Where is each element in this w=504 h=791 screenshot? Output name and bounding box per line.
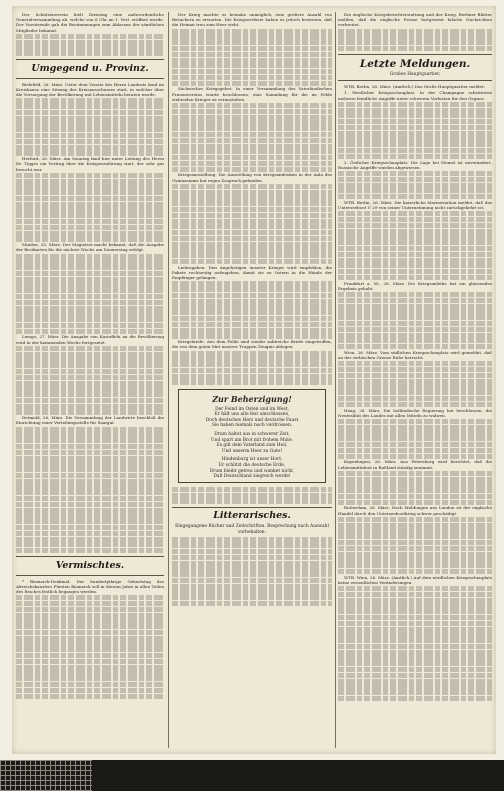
- text-block: [338, 361, 492, 407]
- poem-line: Drum haltet aus in schwerer Zeit,: [214, 432, 290, 438]
- article-text: Der Schützenverein hielt Dienstag eine außerordentliche Generalversammlung ab, welche von 8 Uhr an 1. Verl. eröffnet wurde. Der Vorsitzende gab die Bestimmungen zum Ablassen der sämtlichen Mitglieder bekannt.: [16, 12, 164, 33]
- text-block: [338, 586, 492, 701]
- poem-line: Und unserm Heer zu Gute!: [221, 448, 283, 454]
- news-item: WTB. Berlin, 26. März. (Amtlich.) Das Große Hauptquartier meldet:: [344, 84, 485, 90]
- column-rule: [335, 12, 336, 748]
- news-item: Rotterdam, 26. März. Nach Meldungen aus London ist der englische Handel durch den Unterseebootkrieg schwer geschädigt.: [338, 505, 492, 516]
- poem-line: Er schützt die deutsche Erde,: [218, 463, 286, 469]
- text-block: [172, 537, 332, 606]
- article-paragraph: Herford, 26. März. Am Sonntag fand hier unter Leitung des Herrn Dr. Tigges ein Vortrag über die Kriegsernährung statt, der sehr gut besucht war.: [16, 156, 164, 172]
- section-heading: Umgegend u. Provinz.: [31, 63, 149, 75]
- news-item: Frankfurt a. M., 26. März. Die Kriegsanleihe hat ein glänzendes Ergebnis gehabt.: [338, 280, 492, 291]
- text-block: [338, 29, 492, 52]
- article-paragraph: Lemgo, 27. März. Die Ausgabe von Kartoffeln an die Bevölkerung wird in der kommenden Woche fortgesetzt.: [16, 334, 164, 345]
- news-item: 2. Östlicher Kriegsschauplatz. Die Lage bei Memel ist unverändert. Russische Angriffe wurden abgewiesen.: [338, 159, 492, 170]
- article-paragraph: Minden, 25. März. Der Magistrat macht bekannt, daß die Ausgabe der Brotkarten für die nächste Woche am Donnerstag erfolgt.: [16, 242, 164, 253]
- divider: [16, 59, 164, 60]
- text-block: [338, 471, 492, 505]
- news-item: Wien, 26. März. Vom südlichen Kriegsschauplatz wird gemeldet, daß an der serbischen Grenze Ruhe herrscht.: [338, 349, 492, 361]
- text-block: [338, 211, 492, 280]
- poem-line: Drum bleibt getreu und wanket nicht,: [209, 468, 295, 474]
- text-block: [172, 103, 332, 172]
- text-block: [16, 595, 164, 698]
- divider: [16, 575, 164, 576]
- article-paragraph: Sächsisches Kriegsgebet. In einer Versammlung des Vaterländischen Frauenvereins wurde beschlossen, eine Sammlung für die im Felde stehenden Krieger zu veranstalten.: [172, 86, 332, 102]
- text-block: [16, 98, 164, 155]
- article-paragraph: Kriegsbriefe. Aus dem Felde sind wieder zahlreiche Briefe eingetroffen, die von dem guten Mut unserer Truppen Zeugnis ablegen.: [172, 339, 332, 350]
- text-block: [338, 419, 492, 459]
- text-block: [172, 351, 332, 385]
- poem-line: Und spart am Brot mit frohem Mute,: [210, 437, 294, 443]
- column-rule: [168, 12, 169, 748]
- poem-line: Der Feind im Osten und im West,: [215, 406, 289, 412]
- divider: [338, 80, 492, 81]
- article-text: Der Krieg machte es beinahe unmöglich, eine größere Anzahl von Besuchern zu erwarten. Die Kriegsverluste haben es jedoch bewiesen, daß die Heimat treu zum Heer steht.: [172, 12, 332, 28]
- text-block: [172, 29, 332, 86]
- text-block: [16, 173, 164, 242]
- article-paragraph: * Bismarck-Denkmal. Der hundertjährige Geburtstag des Altreichskanzlers Fürsten Bismarck soll in diesem Jahre in allen Teilen des Reiches festlich begangen werden.: [16, 578, 164, 595]
- news-item: WTB. Wien, 26. März. (Amtlich.) Auf dem nördlichen Kriegsschauplatz keine wesentlichen Veränderungen.: [338, 574, 492, 585]
- text-block: [338, 102, 492, 159]
- text-block: [16, 254, 164, 334]
- news-item: 1. Westlicher Kriegsschauplatz. In der Champagne scheiterten mehrere feindliche Angriffe unter schweren Verlusten für den Gegner.: [338, 90, 492, 101]
- text-block: [338, 517, 492, 574]
- newspaper-page: [12, 6, 496, 754]
- color-calibration-grid: [0, 760, 92, 791]
- article-paragraph: Liebesgaben. Den Angehörigen unserer Krieger wird empfohlen, die Pakete rechtzeitig aufzugeben, damit sie zu Ostern in die Hände der Empfänger gelangen.: [172, 264, 332, 281]
- poem-line: Sie haben niemals noch verdrossen.: [211, 423, 293, 429]
- column-right: [338, 12, 492, 748]
- text-block: [172, 184, 332, 264]
- news-item: Haag, 26. März. Die holländische Regierung hat beschlossen, die Neutralität des Landes mit allen Mitteln zu wahren.: [338, 407, 492, 418]
- poem-line: Es gilt dem Vaterland zum Heil,: [216, 443, 288, 449]
- text-block: [16, 34, 164, 57]
- text-block: [16, 427, 164, 554]
- poem-line: Er hält uns alle fest umschlossen,: [214, 412, 290, 418]
- text-block: [338, 171, 492, 199]
- section-subheading: Großes Hauptquartier,: [389, 71, 441, 77]
- text-block: [16, 346, 164, 415]
- divider: [16, 78, 164, 79]
- divider: [172, 507, 332, 508]
- column-middle: [172, 12, 332, 748]
- column-left: [16, 12, 164, 748]
- article-text: Die englische Kriegsberichterstattung und der Krieg. Berliner Blätter melden, daß die englische Presse fortgesetzt falsche Nachrichten verbreitet.: [338, 12, 492, 28]
- divider: [338, 54, 492, 55]
- poem-line: Hindenburg ist unser Hort,: [221, 457, 283, 463]
- article-paragraph: Kriegsausstellung. Die Ausstellung von Kriegsandenken in der Aula des Gymnasiums hat regen Zuspruch gefunden.: [172, 172, 332, 183]
- divider: [16, 556, 164, 557]
- section-subheading: Eingegangene Bücher und Zeitschriften. Besprechung nach Auswahl vorbehalten.: [175, 524, 329, 535]
- section-heading: Letzte Meldungen.: [359, 57, 471, 70]
- news-item: WTB. Berlin, 26. März. Die kaiserliche Marinestation meldet, daß das Unterseeboot U 29 von seiner Unternehmung nicht zurückgekehrt ist.: [338, 199, 492, 211]
- poem-line: Daß Deutschland siegreich werde!: [213, 474, 291, 480]
- article-paragraph: Detmold, 26. März. Die Versammlung der Landwirte beschloß die Einrichtung einer Verteilungsstelle für Saatgut.: [16, 415, 164, 426]
- poem-line: Doch deutsches Herz und deutsche Faust: [205, 417, 299, 423]
- section-heading: Litterarisches.: [213, 510, 291, 522]
- article-paragraph: Bielefeld, 26. März. Unter dem Vorsitz des Herrn Landrats fand im Kreishause eine Sitzung des Kreisausschusses statt, in welcher über die Versorgung der Bevölkerung mit Lebensmitteln beraten wurde.: [16, 81, 164, 98]
- news-item: Kopenhagen, 26. März. Aus Petersburg wird berichtet, daß die Lebensmittelnot in Rußland ständig zunimmt.: [338, 459, 492, 470]
- poem-box: [178, 389, 326, 483]
- section-heading: Vermischtes.: [55, 559, 125, 571]
- text-block: [338, 292, 492, 349]
- text-block: [172, 487, 332, 504]
- poem-title: Zur Beherzigung!: [212, 393, 292, 404]
- text-block: [172, 281, 332, 338]
